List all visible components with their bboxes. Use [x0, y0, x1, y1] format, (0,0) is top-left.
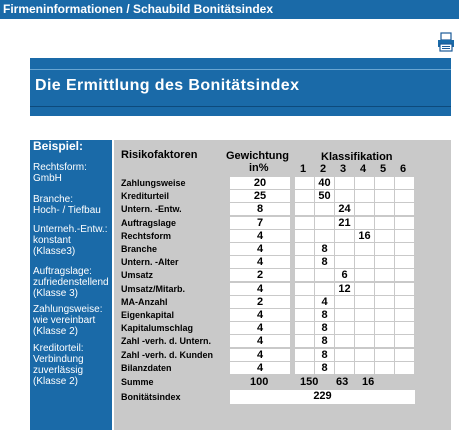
class-cell [295, 203, 314, 215]
class-cell [395, 322, 414, 334]
class-cell [395, 309, 414, 321]
class-cell [395, 335, 414, 347]
weight-cell: 4 [230, 243, 290, 255]
weight-cell: 4 [230, 256, 290, 268]
weight-cell: 2 [230, 296, 290, 308]
risk-factor-label: Rechtsform [121, 231, 172, 241]
sidebar-example-line: Branche: [33, 194, 74, 205]
class-cell [375, 269, 394, 281]
class-cell [315, 203, 334, 215]
class-number-header: 2 [320, 163, 327, 175]
weight-cell: 4 [230, 335, 290, 347]
sum-class-value: 150 [300, 376, 319, 388]
sum-class-value: 16 [362, 376, 375, 388]
class-cell: 12 [335, 283, 354, 295]
class-cell [375, 283, 394, 295]
class-cell [295, 177, 314, 189]
class-cell: 8 [315, 335, 334, 347]
class-cell [355, 269, 374, 281]
class-cell: 24 [335, 203, 354, 215]
sidebar-example-line: Hoch- / Tiefbau [33, 205, 101, 216]
sidebar-example-line: Rechtsform: [33, 162, 87, 173]
sidebar-example-line: Kreditorteil: [33, 343, 84, 354]
weight-cell: 8 [230, 203, 290, 215]
sum-class-value: 63 [336, 376, 349, 388]
class-cell [375, 349, 394, 361]
class-cell: 50 [315, 190, 334, 202]
weight-cell: 20 [230, 177, 290, 189]
class-cell: 6 [335, 269, 354, 281]
weight-cell: 4 [230, 309, 290, 321]
class-cell [295, 243, 314, 255]
class-cell [375, 256, 394, 268]
class-cell [375, 309, 394, 321]
class-cell [395, 269, 414, 281]
sidebar-example-line: Auftragslage: [33, 266, 92, 277]
class-number-header: 6 [400, 163, 407, 175]
class-cell [395, 283, 414, 295]
class-cell [315, 230, 334, 242]
index-value-cell: 229 [230, 390, 415, 404]
class-cell [395, 362, 414, 374]
page-header [0, 0, 459, 19]
class-cell [335, 322, 354, 334]
col-header-class: Klassifikation [321, 151, 393, 163]
class-cell [335, 309, 354, 321]
class-cell [375, 296, 394, 308]
page-header-title: Firmeninformationen / Schaubild Bonitätsindex [3, 2, 274, 16]
class-cell: 16 [355, 230, 374, 242]
title-banner [30, 58, 451, 116]
class-cell [395, 203, 414, 215]
sidebar-example-line: Zahlungsweise: [33, 304, 103, 315]
class-cell [335, 335, 354, 347]
class-cell: 4 [315, 296, 334, 308]
class-cell [375, 362, 394, 374]
class-cell [295, 335, 314, 347]
class-cell [355, 203, 374, 215]
class-cell [295, 190, 314, 202]
class-cell [295, 283, 314, 295]
weight-cell: 4 [230, 362, 290, 374]
sidebar-example-line: (Klasse 2) [33, 376, 79, 387]
class-cell [335, 177, 354, 189]
risk-factor-label: Umsatz/Mitarb. [121, 284, 186, 294]
class-cell [295, 349, 314, 361]
class-cell [355, 243, 374, 255]
class-cell [375, 217, 394, 229]
class-number-header: 5 [380, 163, 387, 175]
class-cell [375, 335, 394, 347]
class-cell [355, 190, 374, 202]
sidebar-example-line: Unterneh.-Entw.: [33, 224, 108, 235]
sidebar-example-line: (Klasse 3) [33, 288, 79, 299]
class-cell [395, 349, 414, 361]
class-cell: 21 [335, 217, 354, 229]
class-cell [295, 362, 314, 374]
sidebar-example-line: zuverlässig [33, 365, 84, 376]
risk-factor-label: Auftragslage [121, 218, 177, 228]
class-cell [395, 230, 414, 242]
banner-title: Die Ermittlung des Bonitätsindex [35, 77, 300, 94]
weight-cell: 7 [230, 217, 290, 229]
class-cell [335, 296, 354, 308]
class-cell: 8 [315, 349, 334, 361]
class-cell [395, 217, 414, 229]
class-cell [295, 296, 314, 308]
risk-factor-label: Krediturteil [121, 191, 170, 201]
class-cell: 8 [315, 322, 334, 334]
class-cell [395, 296, 414, 308]
sidebar-example-block [33, 194, 111, 216]
risk-factor-label: MA-Anzahl [121, 297, 168, 307]
example-sidebar [30, 140, 112, 430]
class-cell [295, 217, 314, 229]
class-cell [375, 190, 394, 202]
class-cell [395, 256, 414, 268]
weight-cell: 4 [230, 230, 290, 242]
risk-factor-label: Kapitalumschlag [121, 323, 194, 333]
class-cell [355, 296, 374, 308]
sidebar-example-block [33, 343, 111, 387]
sidebar-heading: Beispiel: [33, 139, 84, 153]
risk-factor-label: Untern. -Entw. [121, 204, 182, 214]
sidebar-example-block [33, 162, 111, 184]
class-cell [295, 322, 314, 334]
sidebar-example-line: wie vereinbart [33, 315, 96, 326]
weight-cell: 25 [230, 190, 290, 202]
class-cell [315, 283, 334, 295]
risk-factor-label: Eigenkapital [121, 310, 175, 320]
class-cell [295, 256, 314, 268]
sidebar-example-line: (Klasse3) [33, 246, 76, 257]
class-cell [335, 256, 354, 268]
class-cell [355, 335, 374, 347]
class-cell [355, 322, 374, 334]
sidebar-example-line: Verbindung [33, 354, 84, 365]
risk-factor-label: Zahlungsweise [121, 178, 186, 188]
class-cell: 8 [315, 243, 334, 255]
index-label: Bonitätsindex [121, 392, 181, 402]
weight-cell: 2 [230, 269, 290, 281]
class-cell [355, 283, 374, 295]
weight-cell: 4 [230, 349, 290, 361]
sidebar-example-line: GmbH [33, 173, 62, 184]
class-cell [355, 256, 374, 268]
weight-cell: 4 [230, 322, 290, 334]
class-cell [355, 309, 374, 321]
class-cell [355, 177, 374, 189]
class-cell: 40 [315, 177, 334, 189]
class-cell [335, 230, 354, 242]
class-cell: 8 [315, 362, 334, 374]
class-cell [295, 269, 314, 281]
class-cell [355, 349, 374, 361]
sum-weight: 100 [250, 376, 269, 388]
risk-factor-label: Umsatz [121, 270, 154, 280]
col-header-weight: Gewichtung [226, 150, 289, 162]
class-cell [335, 243, 354, 255]
class-number-header: 1 [300, 163, 307, 175]
class-cell [315, 217, 334, 229]
risk-factor-label: Untern. -Alter [121, 257, 179, 267]
risk-factor-label: Zahl -verh. d. Untern. [121, 336, 212, 346]
risk-factor-label: Zahl -verh. d. Kunden [121, 350, 214, 360]
class-cell [295, 230, 314, 242]
class-cell: 8 [315, 309, 334, 321]
col-header-risk: Risikofaktoren [121, 149, 198, 161]
class-cell [355, 362, 374, 374]
class-cell [375, 243, 394, 255]
sidebar-example-line: (Klasse 2) [33, 326, 79, 337]
class-cell [315, 269, 334, 281]
class-cell [295, 309, 314, 321]
sidebar-example-block [33, 266, 111, 299]
class-cell [375, 230, 394, 242]
class-cell [335, 190, 354, 202]
class-cell [395, 177, 414, 189]
class-cell [395, 190, 414, 202]
sidebar-example-block [33, 304, 111, 337]
class-cell [355, 217, 374, 229]
class-cell [375, 322, 394, 334]
sum-label: Summe [121, 377, 154, 387]
class-number-header: 3 [340, 163, 347, 175]
sidebar-example-line: zufriedenstellend [33, 277, 109, 288]
class-cell: 8 [315, 256, 334, 268]
col-header-weight-unit: in% [249, 162, 269, 174]
class-cell [395, 243, 414, 255]
print-icon[interactable] [437, 32, 455, 52]
risk-factor-label: Bilanzdaten [121, 363, 172, 373]
class-cell [335, 349, 354, 361]
class-cell [335, 362, 354, 374]
sidebar-example-block [33, 224, 111, 257]
sidebar-example-line: konstant [33, 235, 71, 246]
class-number-header: 4 [360, 163, 367, 175]
risk-factor-label: Branche [121, 244, 158, 254]
weight-cell: 4 [230, 283, 290, 295]
class-cell [375, 203, 394, 215]
class-cell [375, 177, 394, 189]
